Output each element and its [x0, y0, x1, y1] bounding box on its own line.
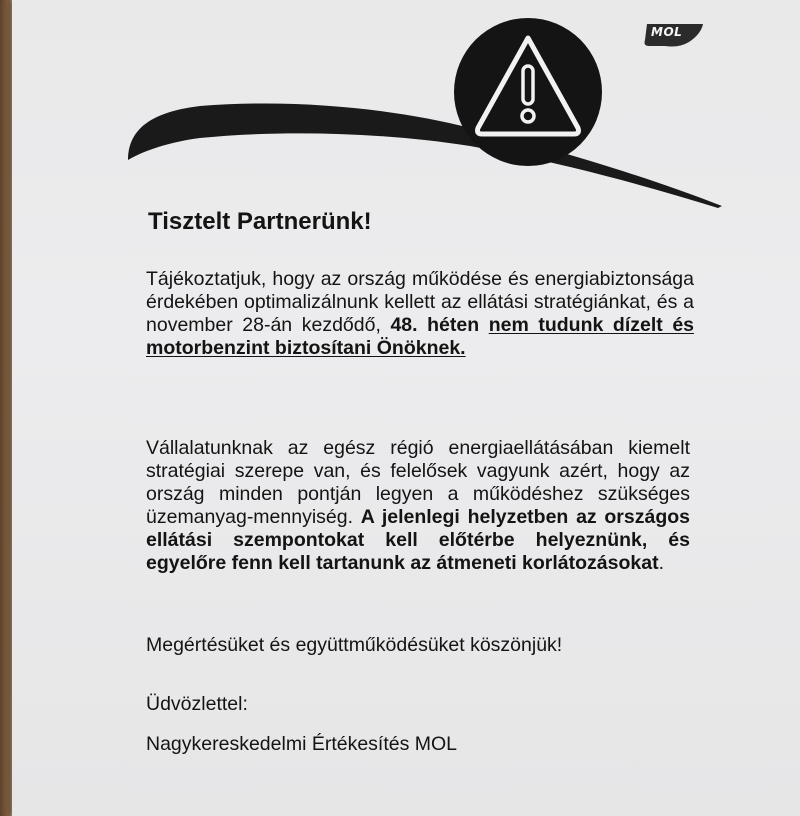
letter-greeting: Tisztelt Partnerünk! — [148, 208, 372, 235]
header-swoosh — [128, 103, 722, 208]
p1-text: Tájékoztatjuk, hogy az ország működése és energiabiztonsága érdekében optimalizálnunk kellett az ellátási stratégiánkat, és a november 28-án kezdődő, — [146, 268, 694, 336]
p2-emphasis: A jelenlegi helyzetben az országos ellátási szempontokat kell előtérbe helyeznünk, és egyelőre fenn kell tartanunk az átmeneti korlátozásokat — [146, 506, 690, 574]
paragraph-1 — [146, 268, 694, 360]
paragraph-2 — [146, 437, 690, 575]
regards-line: Üdvözlettel: — [146, 693, 248, 715]
p1-space — [479, 314, 489, 336]
thanks-line: Megértésüket és együttműködésüket köszönjük! — [146, 634, 563, 656]
p2-text: Vállalatunknak az egész régió energiaellátásában kiemelt stratégiai szerepe van, és felelősek vagyunk azért, hogy az ország minden pontján legyen a működéshez szükséges üzemanyag-mennyiség. — [146, 437, 690, 528]
logo-text: MOL — [651, 25, 683, 39]
p2-period: . — [658, 552, 665, 574]
p1-emphasis: nem tudunk dízelt és motorbenzint biztosítani Önöknek. — [146, 314, 695, 359]
p1-week: 48. héten — [390, 314, 480, 336]
signature-line: Nagykereskedelmi Értékesítés MOL — [146, 733, 458, 755]
